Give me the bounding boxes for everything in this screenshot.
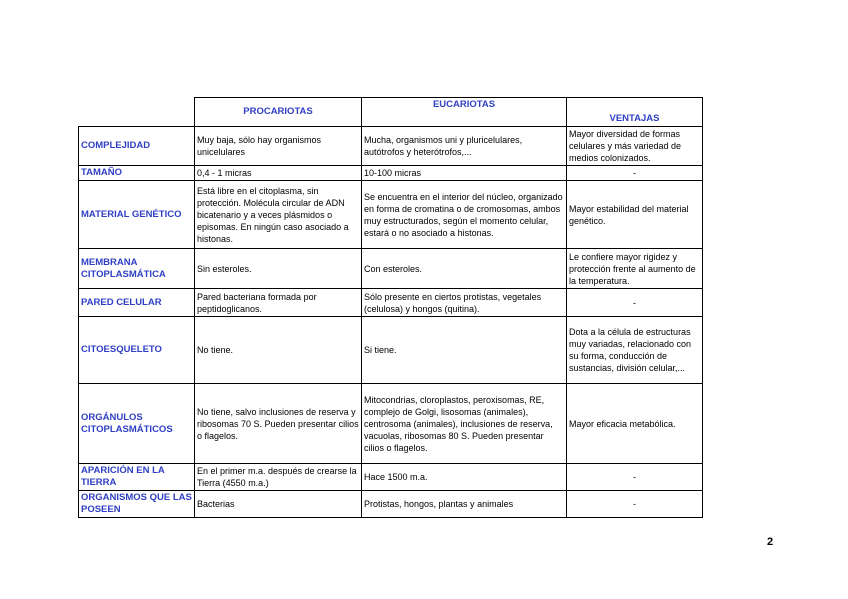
row-label: MEMBRANA CITOPLASMÁTICA — [79, 249, 195, 289]
cell-procariotas: No tiene. — [195, 317, 362, 384]
cell-eucariotas: Mucha, organismos uni y pluricelulares, autótrofos y heterótrofos,... — [362, 127, 567, 166]
row-label: MATERIAL GENÉTICO — [79, 181, 195, 249]
cell-procariotas: Sin esteroles. — [195, 249, 362, 289]
table-row — [79, 384, 703, 464]
cell-eucariotas: Protistas, hongos, plantas y animales — [362, 491, 567, 518]
cell-ventajas: - — [567, 166, 703, 181]
cell-eucariotas: Sólo presente en ciertos protistas, vegetales (celulosa) y hongos (quitina). — [362, 289, 567, 317]
cell-ventajas: Mayor eficacia metabólica. — [567, 384, 703, 464]
row-label: APARICIÓN EN LA TIERRA — [79, 464, 195, 491]
cell-ventajas: Dota a la célula de estructuras muy variadas, relacionado con su forma, conducción de sustancias, división celular,... — [567, 317, 703, 384]
cell-eucariotas: Con esteroles. — [362, 249, 567, 289]
row-label: COMPLEJIDAD — [79, 127, 195, 166]
cell-eucariotas: Se encuentra en el interior del núcleo, organizado en forma de cromatina o de cromosomas, ambos muy estructurados, según el momento celular, estará o no asociado a histonas. — [362, 181, 567, 249]
page-number: 2 — [767, 536, 774, 548]
cell-procariotas: Pared bacteriana formada por peptidoglicanos. — [195, 289, 362, 317]
table-row — [79, 289, 703, 317]
cell-ventajas: Mayor estabilidad del material genético. — [567, 181, 703, 249]
table-row — [79, 491, 703, 518]
table-row — [79, 181, 703, 249]
cell-procariotas: Bacterias — [195, 491, 362, 518]
cell-procariotas: 0,4 - 1 micras — [195, 166, 362, 181]
cell-procariotas: En el primer m.a. después de crearse la Tierra (4550 m.a.) — [195, 464, 362, 491]
cell-procariotas: Está libre en el citoplasma, sin protección. Molécula circular de ADN bicatenario y a veces plásmidos o episomas. En ningún caso asociado a histonas. — [195, 181, 362, 249]
cell-procariotas: Muy baja, sólo hay organismos unicelulares — [195, 127, 362, 166]
header-eucariotas: EUCARIOTAS — [362, 98, 567, 127]
table-row — [79, 464, 703, 491]
cell-eucariotas: Hace 1500 m.a. — [362, 464, 567, 491]
table-row — [79, 127, 703, 166]
cell-ventajas: - — [567, 491, 703, 518]
cell-eucariotas: 10-100 micras — [362, 166, 567, 181]
header-row — [79, 98, 703, 127]
comparison-table — [78, 97, 703, 518]
row-label: ORGÁNULOS CITOPLASMÁTICOS — [79, 384, 195, 464]
header-ventajas: VENTAJAS — [567, 98, 703, 127]
row-label: ORGANISMOS QUE LAS POSEEN — [79, 491, 195, 518]
cell-ventajas: - — [567, 464, 703, 491]
cell-procariotas: No tiene, salvo inclusiones de reserva y ribosomas 70 S. Pueden presentar cilios o flagelos. — [195, 384, 362, 464]
cell-ventajas: Le confiere mayor rigidez y protección frente al aumento de la temperatura. — [567, 249, 703, 289]
table-row — [79, 249, 703, 289]
header-procariotas: PROCARIOTAS — [195, 98, 362, 127]
cell-ventajas: - — [567, 289, 703, 317]
cell-eucariotas: Mitocondrias, cloroplastos, peroxisomas, RE, complejo de Golgi, lisosomas (animales), centrosoma (animales), inclusiones de reserva, vacuolas, ribosomas 80 S. Pueden presentar cilios o flagelos. — [362, 384, 567, 464]
table-row — [79, 166, 703, 181]
table-row — [79, 317, 703, 384]
cell-ventajas: Mayor diversidad de formas celulares y más variedad de medios colonizados. — [567, 127, 703, 166]
header-blank-cell — [79, 98, 195, 127]
row-label: CITOESQUELETO — [79, 317, 195, 384]
row-label: TAMAÑO — [79, 166, 195, 181]
cell-eucariotas: Si tiene. — [362, 317, 567, 384]
row-label: PARED CELULAR — [79, 289, 195, 317]
